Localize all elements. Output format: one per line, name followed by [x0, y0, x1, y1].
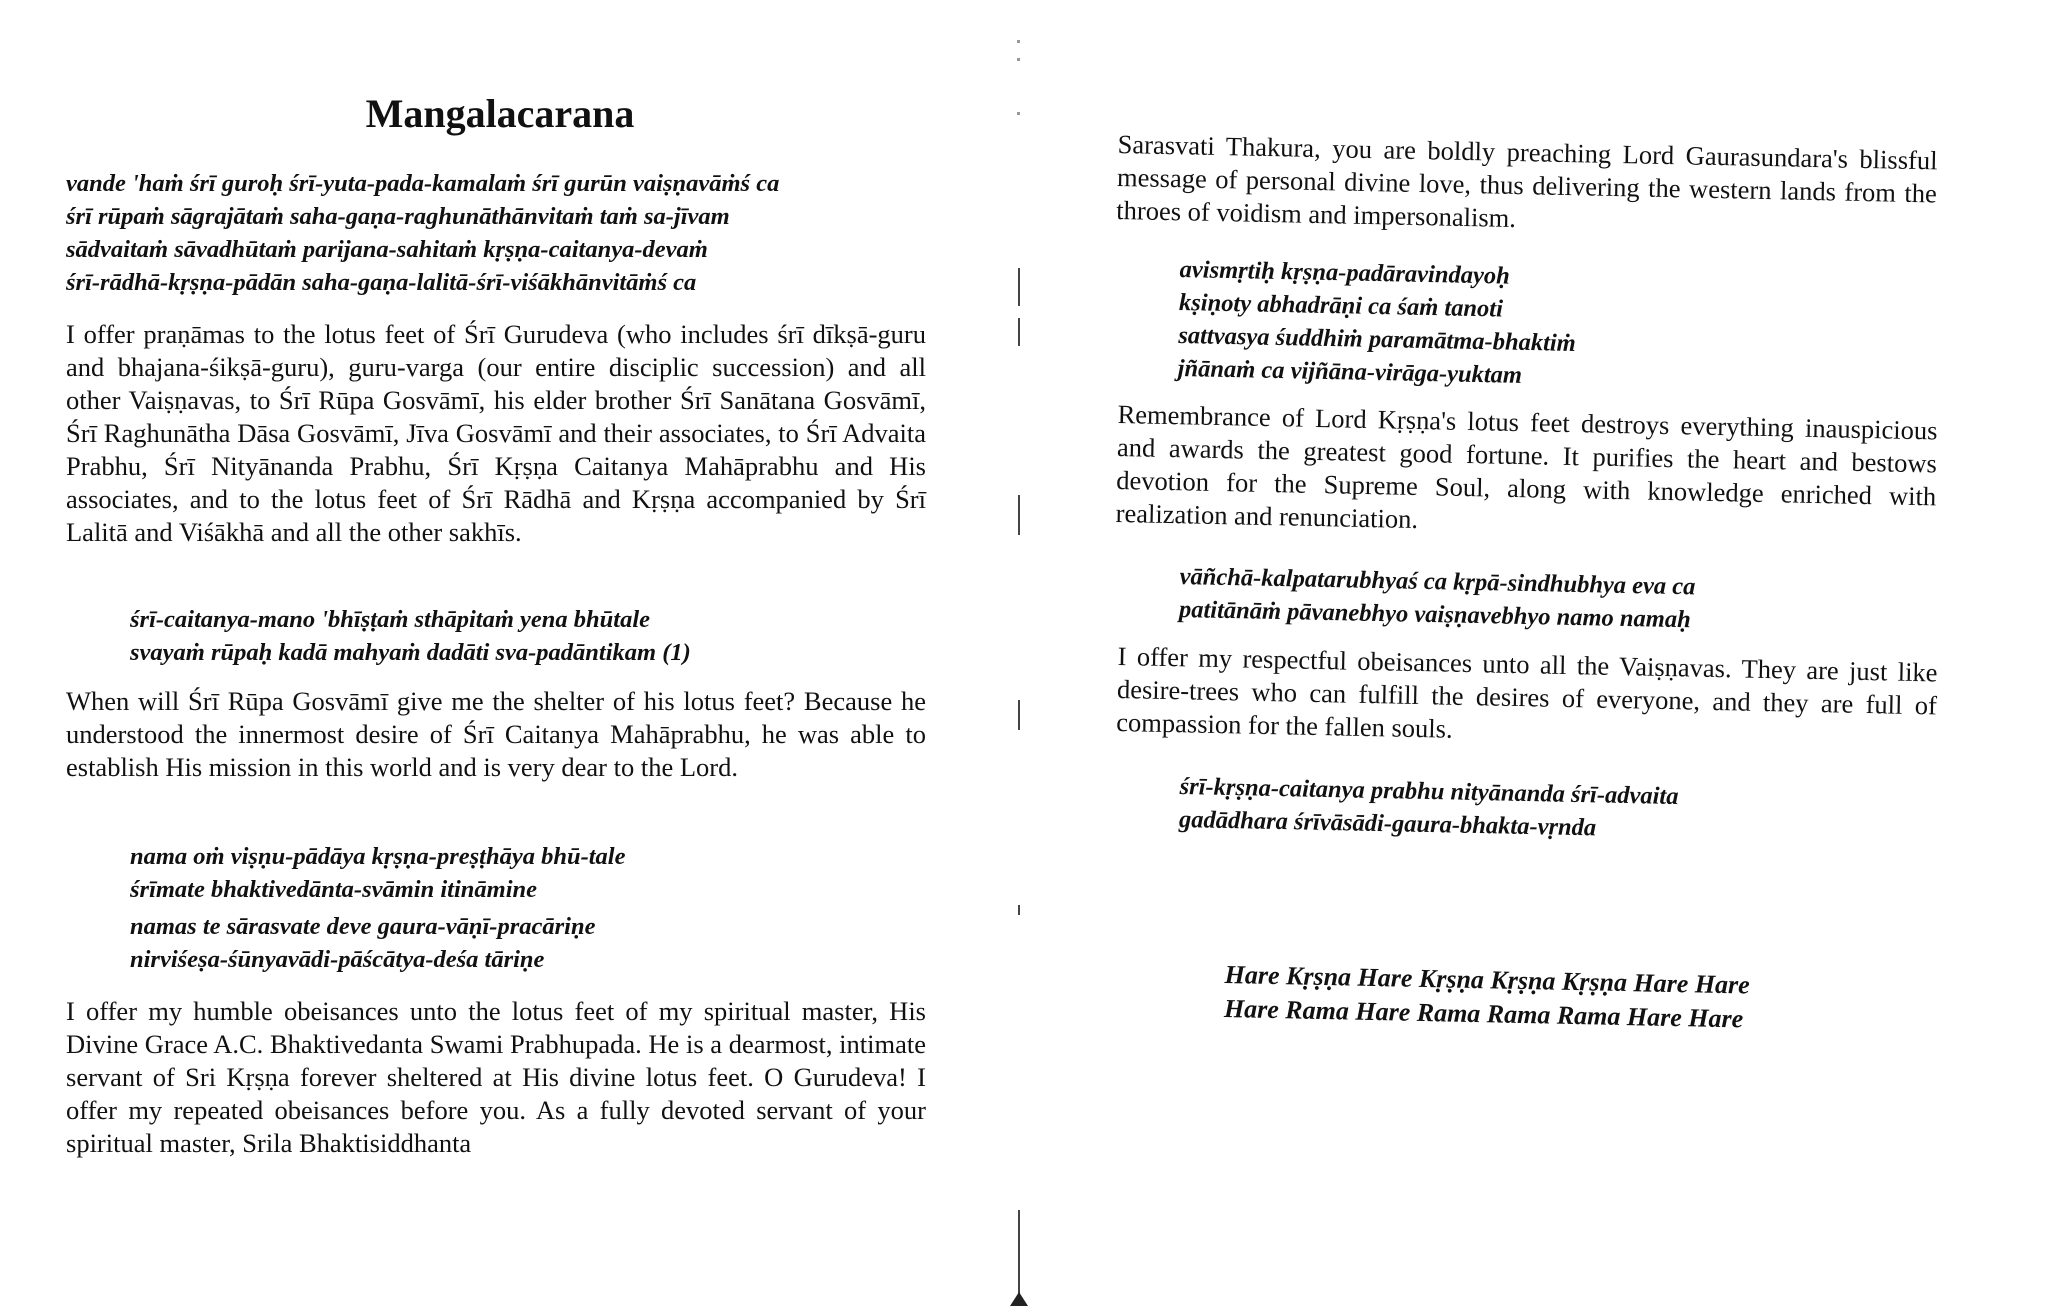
paragraph-pranamas: I offer praṇāmas to the lotus feet of Śrī Gurudeva (who includes śrī dīkṣā-guru and bhajana-śikṣā-guru), guru-varga (our entire disciplic succession) and all other Vaiṣṇavas, to Śrī Rūpa Gosvāmī, his elder brother Śrī Sanātana Gosvāmī, Śrī Raghunātha Dāsa Gosvāmī, Jīva Gosvāmī and their associates, to Śrī Advaita Prabhu, Śrī Nityānanda Prabhu, Śrī Kṛṣṇa Caitanya Mahāprabhu and His associates, and to the lotus feet of Śrī Rādhā and Kṛṣṇa accompanied by Śrī Lalitā and Viśākhā and all the other sakhīs. — [66, 319, 926, 547]
paragraph-sarasvati-thakura: Sarasvati Thakura, you are boldly preaching Lord Gaurasundara's blissful message of personal divine love, thus delivering the western lands from the throes of voidism and impersonalism. — [1116, 128, 1938, 234]
verse-vancha-kalpatarubhyas: vāñchā-kalpatarubhyaś ca kṛpā-sindhubhya eva ca patitānāṁ pāvanebhyo vaiṣṇavebhyo namo namaḥ — [1178, 562, 1696, 634]
arrow-icon — [1010, 1292, 1028, 1306]
verse-namas-te: namas te sārasvate deve gaura-vāṇī-pracāriṇe nirviśeṣa-śūnyavādi-pāścātya-deśa tāriṇe — [130, 913, 596, 973]
paragraph-respectful-obeisances: I offer my respectful obeisances unto all the Vaiṣṇavas. They are just like desire-trees who can fulfill the desires of everyone, and they are full of compassion for the fallen souls. — [1116, 640, 1938, 744]
book-gutter — [1012, 0, 1026, 1311]
verse-sri-krsna-caitanya: śrī-kṛṣṇa-caitanya prabhu nityānanda śrī-advaita gadādhara śrīvāsādi-gaura-bhakta-vṛnda — [1178, 772, 1679, 842]
verse-sri-caitanya-mano: śrī-caitanya-mano 'bhīṣṭaṁ sthāpitaṁ yena bhūtale svayaṁ rūpaḥ kadā mahyaṁ dadāti sva-padāntikam (1) — [130, 606, 691, 666]
verse-vande-ham: vande 'haṁ śrī guroḥ śrī-yuta-pada-kamalaṁ śrī gurūn vaiṣṇavāṁś ca śrī rūpaṁ sāgrajātaṁ saha-gaṇa-raghunāthānvitaṁ taṁ sa-jīvam sādvaitaṁ sāvadhūtaṁ parijana-sahitaṁ kṛṣṇa-caitanya-devaṁ śrī-rādhā-kṛṣṇa-pādān saha-gaṇa-lalitā-śrī-viśākhānvitāṁś ca — [66, 170, 780, 296]
paragraph-remembrance: Remembrance of Lord Kṛṣṇa's lotus feet destroys everything inauspicious and awards the greatest good fortune. It purifies the heart and bestows devotion for the Supreme Soul, along with knowledge enriched with realization and renunciation. — [1115, 398, 1938, 535]
page-title: Mangalacarana — [365, 91, 635, 136]
paragraph-humble-obeisances: I offer my humble obeisances unto the lotus feet of my spiritual master, His Divine Grace A.C. Bhaktivedanta Swami Prabhupada. He is a dearmost, intimate servant of Sri Kṛṣṇa forever sheltered at His divine lotus feet. O Gurudeva! I offer my repeated obeisances before you. As a fully devoted servant of your spiritual master, Srila Bhaktisiddhanta — [66, 996, 926, 1158]
paragraph-rupa-gosvami: When will Śrī Rūpa Gosvāmī give me the shelter of his lotus feet? Because he understood the innermost desire of Śrī Caitanya Mahāprabhu, he was able to establish His mission in this world and is very dear to the Lord. — [66, 686, 926, 782]
hare-krsna-mantra: Hare Kṛṣṇa Hare Kṛṣṇa Kṛṣṇa Kṛṣṇa Hare Hare Hare Rama Hare Rama Rama Rama Hare Hare — [1223, 959, 1751, 1034]
verse-avismrtih: avismṛtiḥ kṛṣṇa-padāravindayoḥ kṣiṇoty abhadrāṇi ca śaṁ tanoti sattvasya śuddhiṁ paramātma-bhaktiṁ jñānaṁ ca vijñāna-virāga-yuktam — [1177, 255, 1577, 389]
verse-nama-om: nama oṁ viṣṇu-pādāya kṛṣṇa-preṣṭhāya bhū-tale śrīmate bhaktivedānta-svāmin itināmine — [130, 843, 626, 903]
right-page — [1030, 0, 2048, 1311]
left-page — [0, 0, 1010, 1311]
